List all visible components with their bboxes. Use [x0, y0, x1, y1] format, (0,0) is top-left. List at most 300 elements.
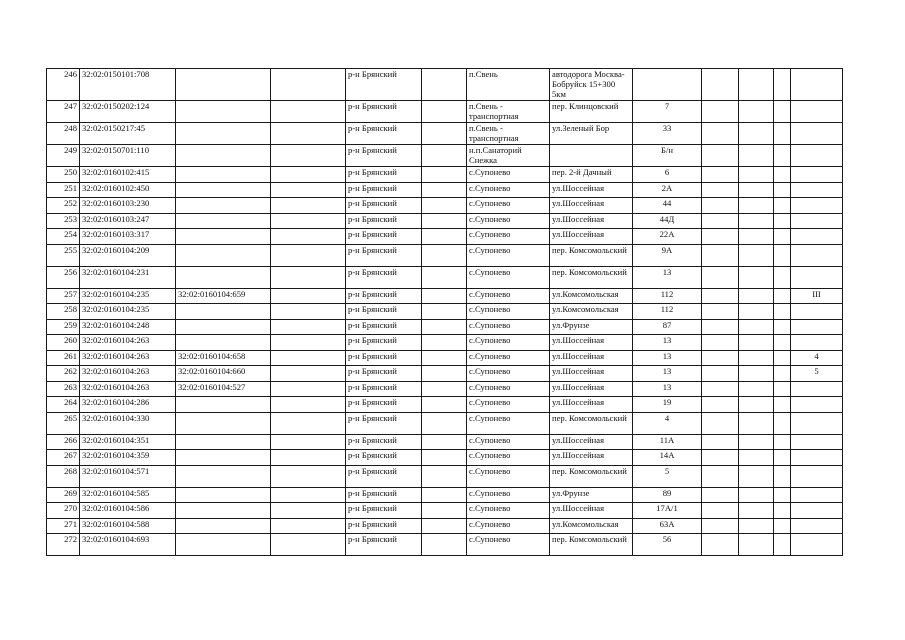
empty-cell — [422, 518, 467, 534]
empty-cell — [774, 244, 791, 266]
empty-cell — [702, 182, 739, 198]
empty-cell — [739, 465, 774, 487]
street-cell: ул.Шоссейная — [550, 335, 633, 351]
cadastral-number-cell: 32:02:0150101:708 — [80, 69, 176, 101]
empty-cell — [271, 434, 346, 450]
table-row — [47, 381, 843, 397]
table-row — [47, 503, 843, 519]
empty-cell — [422, 69, 467, 101]
empty-cell — [774, 412, 791, 434]
table-row — [47, 182, 843, 198]
district-cell: р-н Брянский — [346, 229, 422, 245]
district-cell: р-н Брянский — [346, 366, 422, 382]
empty-cell — [774, 304, 791, 320]
row-number-cell: 264 — [47, 397, 80, 413]
linked-cadastral-number-cell — [176, 167, 271, 183]
row-number-cell: 246 — [47, 69, 80, 101]
district-cell: р-н Брянский — [346, 244, 422, 266]
row-number-cell: 272 — [47, 534, 80, 556]
note-cell — [791, 145, 843, 167]
note-cell — [791, 198, 843, 214]
note-cell: III — [791, 288, 843, 304]
table-row — [47, 198, 843, 214]
empty-cell — [774, 465, 791, 487]
row-number-cell: 262 — [47, 366, 80, 382]
cadastral-number-cell: 32:02:0160104:263 — [80, 381, 176, 397]
house-number-cell: 6 — [633, 167, 702, 183]
linked-cadastral-number-cell — [176, 101, 271, 123]
house-number-cell: 13 — [633, 335, 702, 351]
locality-cell: с.Супонево — [467, 412, 550, 434]
district-cell: р-н Брянский — [346, 101, 422, 123]
cadastral-number-cell: 32:02:0160103:247 — [80, 213, 176, 229]
empty-cell — [702, 288, 739, 304]
locality-cell: с.Супонево — [467, 366, 550, 382]
row-number-cell: 261 — [47, 350, 80, 366]
locality-cell: с.Супонево — [467, 319, 550, 335]
note-cell — [791, 182, 843, 198]
note-cell: 4 — [791, 350, 843, 366]
empty-cell — [271, 534, 346, 556]
cadastral-number-cell: 32:02:0160104:263 — [80, 366, 176, 382]
note-cell — [791, 123, 843, 145]
linked-cadastral-number-cell — [176, 534, 271, 556]
row-number-cell: 255 — [47, 244, 80, 266]
empty-cell — [271, 198, 346, 214]
locality-cell: с.Супонево — [467, 534, 550, 556]
row-number-cell: 271 — [47, 518, 80, 534]
cadastral-number-cell: 32:02:0160104:588 — [80, 518, 176, 534]
street-cell: пер. Комсомольский — [550, 412, 633, 434]
empty-cell — [774, 69, 791, 101]
district-cell: р-н Брянский — [346, 350, 422, 366]
street-cell: ул.Шоссейная — [550, 182, 633, 198]
linked-cadastral-number-cell — [176, 198, 271, 214]
district-cell: р-н Брянский — [346, 69, 422, 101]
empty-cell — [774, 145, 791, 167]
empty-cell — [702, 381, 739, 397]
street-cell: ул.Зеленый Бор — [550, 123, 633, 145]
house-number-cell: 2А — [633, 182, 702, 198]
empty-cell — [739, 381, 774, 397]
linked-cadastral-number-cell — [176, 229, 271, 245]
empty-cell — [422, 145, 467, 167]
district-cell: р-н Брянский — [346, 213, 422, 229]
street-cell: ул.Шоссейная — [550, 366, 633, 382]
table-row — [47, 450, 843, 466]
house-number-cell: 22А — [633, 229, 702, 245]
empty-cell — [271, 266, 346, 288]
cadastral-number-cell: 32:02:0160104:330 — [80, 412, 176, 434]
cadastral-number-cell: 32:02:0160104:351 — [80, 434, 176, 450]
empty-cell — [271, 319, 346, 335]
empty-cell — [739, 534, 774, 556]
cadastral-number-cell: 32:02:0160104:235 — [80, 288, 176, 304]
table-row — [47, 465, 843, 487]
empty-cell — [739, 503, 774, 519]
empty-cell — [739, 304, 774, 320]
empty-cell — [774, 503, 791, 519]
table-row — [47, 518, 843, 534]
empty-cell — [739, 167, 774, 183]
row-number-cell: 254 — [47, 229, 80, 245]
empty-cell — [271, 101, 346, 123]
cadastral-number-cell: 32:02:0150202:124 — [80, 101, 176, 123]
empty-cell — [422, 288, 467, 304]
empty-cell — [739, 266, 774, 288]
row-number-cell: 256 — [47, 266, 80, 288]
linked-cadastral-number-cell — [176, 434, 271, 450]
row-number-cell: 258 — [47, 304, 80, 320]
district-cell: р-н Брянский — [346, 381, 422, 397]
empty-cell — [271, 350, 346, 366]
house-number-cell: 13 — [633, 266, 702, 288]
house-number-cell: 7 — [633, 101, 702, 123]
empty-cell — [271, 465, 346, 487]
table-row — [47, 304, 843, 320]
linked-cadastral-number-cell: 32:02:0160104:527 — [176, 381, 271, 397]
empty-cell — [739, 335, 774, 351]
empty-cell — [271, 123, 346, 145]
empty-cell — [739, 182, 774, 198]
note-cell — [791, 304, 843, 320]
locality-cell: с.Супонево — [467, 198, 550, 214]
street-cell: ул.Комсомольская — [550, 288, 633, 304]
table-row — [47, 534, 843, 556]
district-cell: р-н Брянский — [346, 145, 422, 167]
empty-cell — [702, 101, 739, 123]
empty-cell — [271, 288, 346, 304]
district-cell: р-н Брянский — [346, 319, 422, 335]
empty-cell — [271, 381, 346, 397]
table-row — [47, 123, 843, 145]
table-row — [47, 69, 843, 101]
cadastral-number-cell: 32:02:0160104:263 — [80, 350, 176, 366]
linked-cadastral-number-cell — [176, 244, 271, 266]
empty-cell — [422, 350, 467, 366]
empty-cell — [702, 350, 739, 366]
empty-cell — [271, 397, 346, 413]
row-number-cell: 251 — [47, 182, 80, 198]
note-cell — [791, 213, 843, 229]
house-number-cell: 63А — [633, 518, 702, 534]
locality-cell: с.Супонево — [467, 213, 550, 229]
empty-cell — [739, 397, 774, 413]
note-cell — [791, 69, 843, 101]
empty-cell — [422, 465, 467, 487]
linked-cadastral-number-cell — [176, 518, 271, 534]
document-page — [46, 68, 843, 556]
cadastral-number-cell: 32:02:0160102:415 — [80, 167, 176, 183]
cadastral-number-cell: 32:02:0160104:248 — [80, 319, 176, 335]
table-row — [47, 229, 843, 245]
empty-cell — [271, 213, 346, 229]
street-cell: пер. Комсомольский — [550, 244, 633, 266]
linked-cadastral-number-cell — [176, 213, 271, 229]
street-cell: ул.Комсомольская — [550, 518, 633, 534]
empty-cell — [774, 350, 791, 366]
row-number-cell: 265 — [47, 412, 80, 434]
locality-cell: с.Супонево — [467, 518, 550, 534]
empty-cell — [422, 123, 467, 145]
street-cell: ул.Шоссейная — [550, 397, 633, 413]
note-cell — [791, 244, 843, 266]
empty-cell — [702, 465, 739, 487]
house-number-cell: 13 — [633, 350, 702, 366]
empty-cell — [702, 434, 739, 450]
street-cell: пер. Комсомольский — [550, 266, 633, 288]
linked-cadastral-number-cell — [176, 123, 271, 145]
empty-cell — [422, 487, 467, 503]
locality-cell: с.Супонево — [467, 229, 550, 245]
row-number-cell: 260 — [47, 335, 80, 351]
empty-cell — [422, 412, 467, 434]
empty-cell — [702, 123, 739, 145]
house-number-cell: 33 — [633, 123, 702, 145]
note-cell — [791, 518, 843, 534]
empty-cell — [422, 167, 467, 183]
empty-cell — [739, 350, 774, 366]
house-number-cell: 14А — [633, 450, 702, 466]
district-cell: р-н Брянский — [346, 412, 422, 434]
note-cell — [791, 319, 843, 335]
note-cell — [791, 434, 843, 450]
table-row — [47, 350, 843, 366]
linked-cadastral-number-cell — [176, 412, 271, 434]
house-number-cell: 87 — [633, 319, 702, 335]
empty-cell — [422, 244, 467, 266]
empty-cell — [271, 518, 346, 534]
district-cell: р-н Брянский — [346, 534, 422, 556]
empty-cell — [271, 503, 346, 519]
locality-cell: н.п.Санаторий Снежка — [467, 145, 550, 167]
empty-cell — [739, 288, 774, 304]
district-cell: р-н Брянский — [346, 503, 422, 519]
locality-cell: с.Супонево — [467, 397, 550, 413]
locality-cell: с.Супонево — [467, 182, 550, 198]
street-cell: автодорога Москва-Бобруйск 15+300 5км — [550, 69, 633, 101]
locality-cell: с.Супонево — [467, 335, 550, 351]
house-number-cell: 11А — [633, 434, 702, 450]
cadastral-number-cell: 32:02:0160104:585 — [80, 487, 176, 503]
note-cell: 5 — [791, 366, 843, 382]
empty-cell — [702, 304, 739, 320]
empty-cell — [422, 182, 467, 198]
note-cell — [791, 266, 843, 288]
cadastral-number-cell: 32:02:0160104:231 — [80, 266, 176, 288]
empty-cell — [271, 167, 346, 183]
empty-cell — [422, 101, 467, 123]
empty-cell — [739, 69, 774, 101]
street-cell: пер. Комсомольский — [550, 465, 633, 487]
house-number-cell: 13 — [633, 381, 702, 397]
empty-cell — [422, 319, 467, 335]
street-cell: пер. Комсомольский — [550, 534, 633, 556]
empty-cell — [739, 101, 774, 123]
row-number-cell: 248 — [47, 123, 80, 145]
house-number-cell: 44 — [633, 198, 702, 214]
empty-cell — [702, 412, 739, 434]
empty-cell — [422, 335, 467, 351]
linked-cadastral-number-cell — [176, 319, 271, 335]
locality-cell: с.Супонево — [467, 465, 550, 487]
locality-cell: с.Супонево — [467, 450, 550, 466]
empty-cell — [422, 397, 467, 413]
empty-cell — [702, 213, 739, 229]
table-row — [47, 101, 843, 123]
locality-cell: с.Супонево — [467, 381, 550, 397]
empty-cell — [739, 145, 774, 167]
empty-cell — [739, 319, 774, 335]
note-cell — [791, 167, 843, 183]
empty-cell — [702, 145, 739, 167]
row-number-cell: 253 — [47, 213, 80, 229]
locality-cell: с.Супонево — [467, 487, 550, 503]
note-cell — [791, 487, 843, 503]
cadastral-number-cell: 32:02:0160103:230 — [80, 198, 176, 214]
row-number-cell: 249 — [47, 145, 80, 167]
locality-cell: с.Супонево — [467, 288, 550, 304]
row-number-cell: 257 — [47, 288, 80, 304]
table-row — [47, 335, 843, 351]
empty-cell — [739, 487, 774, 503]
empty-cell — [774, 288, 791, 304]
linked-cadastral-number-cell — [176, 182, 271, 198]
street-cell: ул.Фрунзе — [550, 487, 633, 503]
district-cell: р-н Брянский — [346, 434, 422, 450]
empty-cell — [739, 412, 774, 434]
empty-cell — [271, 450, 346, 466]
note-cell — [791, 503, 843, 519]
street-cell: ул.Шоссейная — [550, 198, 633, 214]
linked-cadastral-number-cell — [176, 450, 271, 466]
empty-cell — [702, 366, 739, 382]
cadastral-number-cell: 32:02:0160104:209 — [80, 244, 176, 266]
note-cell — [791, 397, 843, 413]
street-cell: ул.Шоссейная — [550, 350, 633, 366]
empty-cell — [422, 450, 467, 466]
table-row — [47, 266, 843, 288]
district-cell: р-н Брянский — [346, 304, 422, 320]
empty-cell — [774, 487, 791, 503]
district-cell: р-н Брянский — [346, 167, 422, 183]
cadastral-number-cell: 32:02:0150217:45 — [80, 123, 176, 145]
note-cell — [791, 101, 843, 123]
house-number-cell: Б/н — [633, 145, 702, 167]
empty-cell — [422, 198, 467, 214]
table-row — [47, 434, 843, 450]
linked-cadastral-number-cell: 32:02:0160104:658 — [176, 350, 271, 366]
empty-cell — [739, 229, 774, 245]
empty-cell — [774, 182, 791, 198]
linked-cadastral-number-cell — [176, 465, 271, 487]
empty-cell — [702, 229, 739, 245]
street-cell: ул.Шоссейная — [550, 381, 633, 397]
cadastral-number-cell: 32:02:0150701:110 — [80, 145, 176, 167]
house-number-cell: 44Д — [633, 213, 702, 229]
empty-cell — [774, 229, 791, 245]
empty-cell — [422, 213, 467, 229]
empty-cell — [702, 503, 739, 519]
empty-cell — [739, 450, 774, 466]
empty-cell — [774, 213, 791, 229]
row-number-cell: 266 — [47, 434, 80, 450]
cadastral-number-cell: 32:02:0160104:235 — [80, 304, 176, 320]
linked-cadastral-number-cell: 32:02:0160104:660 — [176, 366, 271, 382]
empty-cell — [739, 213, 774, 229]
cadastral-number-cell: 32:02:0160104:586 — [80, 503, 176, 519]
empty-cell — [739, 518, 774, 534]
empty-cell — [271, 304, 346, 320]
district-cell: р-н Брянский — [346, 465, 422, 487]
district-cell: р-н Брянский — [346, 288, 422, 304]
district-cell: р-н Брянский — [346, 198, 422, 214]
empty-cell — [422, 366, 467, 382]
linked-cadastral-number-cell — [176, 487, 271, 503]
empty-cell — [702, 198, 739, 214]
note-cell — [791, 229, 843, 245]
empty-cell — [774, 434, 791, 450]
street-cell: ул.Шоссейная — [550, 450, 633, 466]
house-number-cell: 56 — [633, 534, 702, 556]
locality-cell: п.Свень - транспортная — [467, 123, 550, 145]
row-number-cell: 270 — [47, 503, 80, 519]
street-cell — [550, 145, 633, 167]
cadastral-number-cell: 32:02:0160104:571 — [80, 465, 176, 487]
linked-cadastral-number-cell — [176, 69, 271, 101]
cadastral-number-cell: 32:02:0160104:286 — [80, 397, 176, 413]
empty-cell — [774, 123, 791, 145]
district-cell: р-н Брянский — [346, 487, 422, 503]
table-row — [47, 213, 843, 229]
locality-cell: п.Свень — [467, 69, 550, 101]
empty-cell — [702, 450, 739, 466]
cadastral-number-cell: 32:02:0160104:359 — [80, 450, 176, 466]
note-cell — [791, 412, 843, 434]
empty-cell — [702, 397, 739, 413]
street-cell: ул.Комсомольская — [550, 304, 633, 320]
linked-cadastral-number-cell — [176, 503, 271, 519]
street-cell: ул.Шоссейная — [550, 213, 633, 229]
empty-cell — [271, 244, 346, 266]
cadastral-number-cell: 32:02:0160103:317 — [80, 229, 176, 245]
district-cell: р-н Брянский — [346, 518, 422, 534]
street-cell: ул.Шоссейная — [550, 434, 633, 450]
cadastral-number-cell: 32:02:0160104:263 — [80, 335, 176, 351]
locality-cell: с.Супонево — [467, 503, 550, 519]
empty-cell — [739, 434, 774, 450]
empty-cell — [271, 145, 346, 167]
register-table — [46, 68, 843, 556]
note-cell — [791, 534, 843, 556]
empty-cell — [774, 518, 791, 534]
cadastral-number-cell: 32:02:0160102:450 — [80, 182, 176, 198]
empty-cell — [271, 335, 346, 351]
empty-cell — [702, 518, 739, 534]
empty-cell — [422, 381, 467, 397]
empty-cell — [702, 266, 739, 288]
table-row — [47, 397, 843, 413]
empty-cell — [774, 335, 791, 351]
house-number-cell: 112 — [633, 288, 702, 304]
note-cell — [791, 465, 843, 487]
house-number-cell: 19 — [633, 397, 702, 413]
empty-cell — [702, 319, 739, 335]
empty-cell — [739, 198, 774, 214]
street-cell: ул.Шоссейная — [550, 229, 633, 245]
empty-cell — [702, 167, 739, 183]
table-row — [47, 412, 843, 434]
